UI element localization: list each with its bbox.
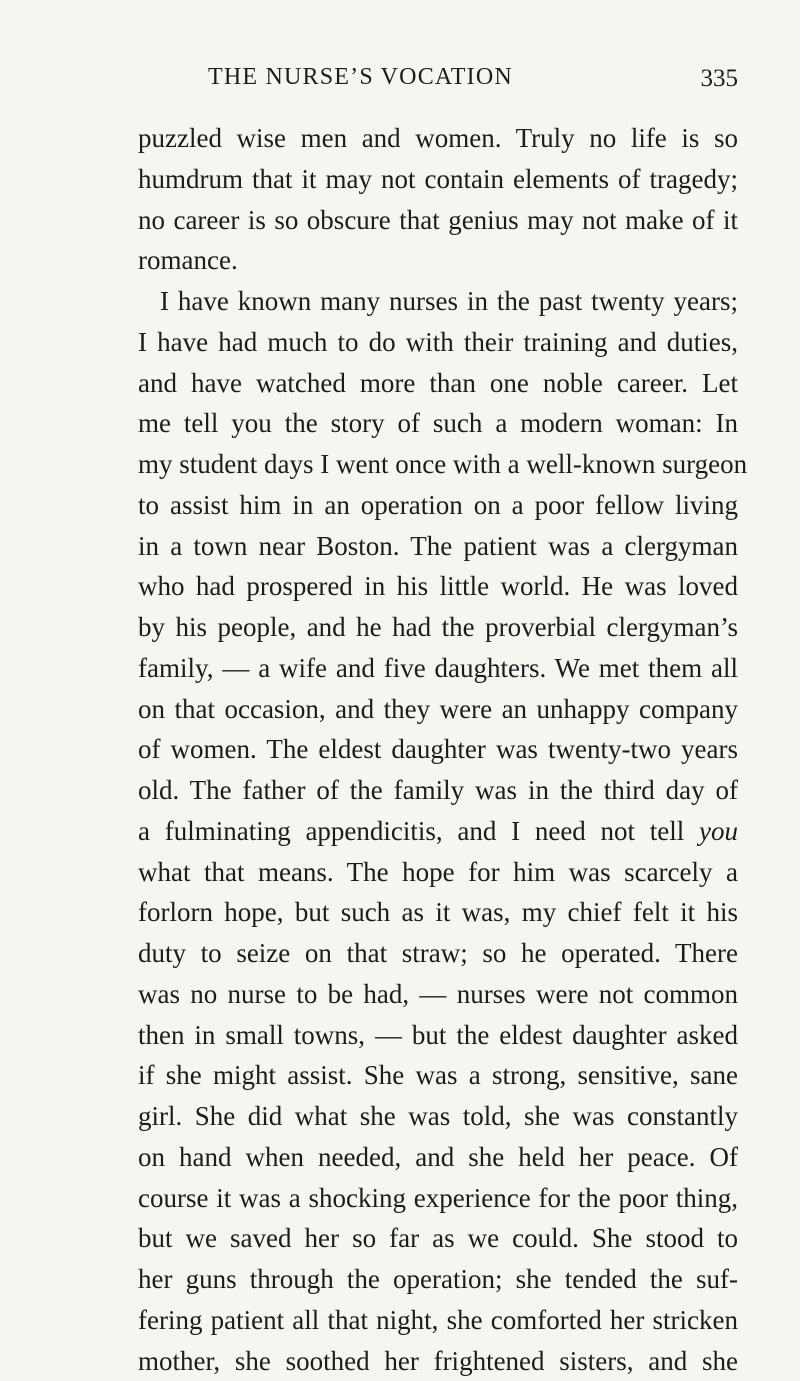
text-line: fering patient all that night, she comforted her stricken [138,1300,738,1341]
text-line: but we saved her so far as we could. She stood to [138,1218,738,1259]
text-line: course it was a shocking experience for the poor thing, [138,1178,738,1219]
text-line: in a town near Boston. The patient was a clergyman [138,526,738,567]
text-line: me tell you the story of such a modern woman: In [138,403,738,444]
text-line: humdrum that it may not contain elements of tragedy; [138,159,738,200]
text-line: forlorn hope, but such as it was, my chief felt it his [138,892,738,933]
text-line: who had prospered in his little world. He was loved [138,566,738,607]
body-text [138,118,738,1381]
text-line: on that occasion, and they were an unhappy company [138,689,738,730]
page-number: 335 [701,64,739,94]
text-line: to assist him in an operation on a poor fellow living [138,485,738,526]
text-line: duty to seize on that straw; so he operated. There [138,933,738,974]
running-head: THE NURSE’S VOCATION [208,62,513,92]
text-line: I have had much to do with their training and duties, [138,322,738,363]
text-line: on hand when needed, and she held her peace. Of [138,1137,738,1178]
text-line: of women. The eldest daughter was twenty-two years [138,729,738,770]
text-segment: a fulminating appendicitis, and I need not tell [138,816,684,846]
text-line: girl. She did what she was told, she was constantly [138,1096,738,1137]
text-line: no career is so obscure that genius may not make of it [138,200,738,241]
text-line: and have watched more than one noble career. Let [138,363,738,404]
text-line: family, — a wife and five daughters. We met them all [138,648,738,689]
text-line: if she might assist. She was a strong, sensitive, sane [138,1055,738,1096]
text-line: puzzled wise men and women. Truly no life is so [138,118,738,159]
text-line: old. The father of the family was in the third day of [138,770,738,811]
page-header [138,62,738,96]
text-line: romance. [138,240,738,281]
text-line [138,811,738,852]
text-line: what that means. The hope for him was scarcely a [138,852,738,893]
text-line: then in small towns, — but the eldest daughter asked [138,1015,738,1056]
italic-word: you [699,816,738,846]
text-line: was no nurse to be had, — nurses were not common [138,974,738,1015]
text-line: by his people, and he had the proverbial clergyman’s [138,607,738,648]
text-line: I have known many nurses in the past twenty years; [138,281,738,322]
text-line: my student days I went once with a well-known surgeon [138,444,738,485]
text-line: mother, she soothed her frightened sisters, and she [138,1341,738,1381]
text-line: her guns through the operation; she tended the suf- [138,1259,738,1300]
